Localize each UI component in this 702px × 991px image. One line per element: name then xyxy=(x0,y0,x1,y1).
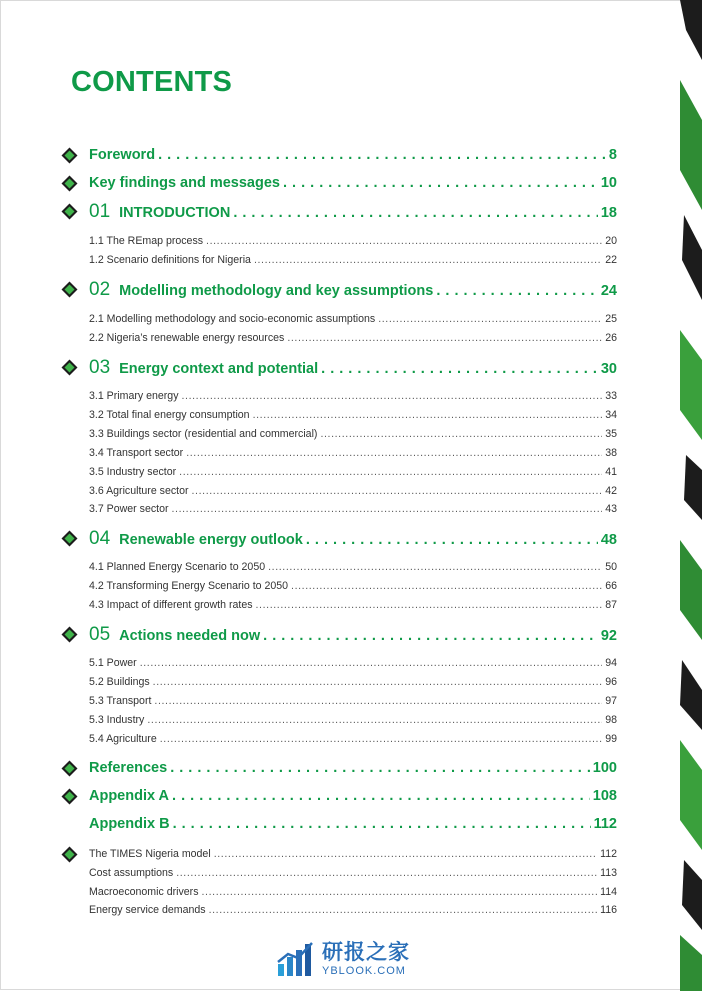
toc-entry[interactable] xyxy=(89,867,617,879)
toc-entry[interactable] xyxy=(89,733,617,745)
chapter-number: 01 xyxy=(89,201,111,222)
toc-entry[interactable] xyxy=(89,485,617,497)
toc-label: Appendix A xyxy=(89,788,170,804)
toc-page: 34 xyxy=(605,409,617,421)
toc-label: 4.3 Impact of different growth rates xyxy=(89,599,253,611)
toc-page: 108 xyxy=(592,788,617,804)
diamond-bullet-icon xyxy=(61,359,78,376)
toc-label: 4.2 Transforming Energy Scenario to 2050 xyxy=(89,580,289,592)
toc-label: 5.3 Transport xyxy=(89,695,152,707)
toc-entry[interactable] xyxy=(89,175,617,191)
toc-entry[interactable] xyxy=(89,390,617,402)
toc-label: Modelling methodology and key assumptions xyxy=(119,283,434,299)
toc-label: Actions needed now xyxy=(119,628,261,644)
toc-label: Energy context and potential xyxy=(119,361,319,377)
diamond-bullet-icon xyxy=(61,281,78,298)
toc-entry[interactable] xyxy=(89,816,617,832)
toc-label: Key findings and messages xyxy=(89,175,280,191)
toc-entry[interactable] xyxy=(89,235,617,247)
toc-label: Macroeconomic drivers xyxy=(89,886,199,898)
toc-page: 43 xyxy=(605,503,617,515)
toc-page: 22 xyxy=(605,254,617,266)
toc-label: The TIMES Nigeria model xyxy=(89,848,211,860)
toc-page: 38 xyxy=(605,447,617,459)
toc-page: 66 xyxy=(605,580,617,592)
toc-entry[interactable] xyxy=(89,599,617,611)
toc-entry[interactable] xyxy=(89,447,617,459)
toc-label: 5.4 Agriculture xyxy=(89,733,157,745)
toc-entry[interactable] xyxy=(89,254,617,266)
toc-entry[interactable] xyxy=(89,201,617,223)
diamond-bullet-icon xyxy=(61,626,78,643)
toc-page: 113 xyxy=(600,867,617,879)
watermark xyxy=(276,940,410,978)
toc-page: 97 xyxy=(605,695,617,707)
toc-page: 114 xyxy=(600,886,617,898)
toc-label: 3.6 Agriculture sector xyxy=(89,485,189,497)
toc-entry[interactable] xyxy=(89,313,617,325)
chapter-number: 02 xyxy=(89,279,111,300)
toc-label: Cost assumptions xyxy=(89,867,174,879)
toc-entry[interactable] xyxy=(89,714,617,726)
toc-page: 33 xyxy=(605,390,617,402)
toc-page: 42 xyxy=(605,485,617,497)
toc-entry[interactable] xyxy=(89,147,617,163)
toc-entry[interactable] xyxy=(89,886,617,898)
toc-entry[interactable] xyxy=(89,528,617,550)
toc-entry[interactable] xyxy=(89,279,617,301)
toc-page: 94 xyxy=(605,657,617,669)
toc-entry[interactable] xyxy=(89,676,617,688)
toc-label: 3.7 Power sector xyxy=(89,503,169,515)
toc-label: 3.4 Transport sector xyxy=(89,447,184,459)
bar-chart-logo-icon xyxy=(276,940,316,978)
toc-entry[interactable] xyxy=(89,788,617,804)
toc-label: 5.1 Power xyxy=(89,657,137,669)
toc-page: 116 xyxy=(600,904,617,916)
toc-label: 3.5 Industry sector xyxy=(89,466,177,478)
toc-entry[interactable] xyxy=(89,357,617,379)
toc-entry[interactable] xyxy=(89,657,617,669)
toc-page: 30 xyxy=(600,361,617,377)
diamond-bullet-icon xyxy=(61,788,78,805)
watermark-cn: 研报之家 xyxy=(322,940,410,964)
toc-page: 100 xyxy=(592,760,617,776)
toc-page: 20 xyxy=(605,235,617,247)
toc-page: 87 xyxy=(605,599,617,611)
toc-label: References xyxy=(89,760,168,776)
toc-entry[interactable] xyxy=(89,466,617,478)
toc-entry[interactable] xyxy=(89,561,617,573)
toc-page: 26 xyxy=(605,332,617,344)
diamond-bullet-icon xyxy=(61,203,78,220)
toc-entry[interactable] xyxy=(89,695,617,707)
chapter-number: 03 xyxy=(89,357,111,378)
diamond-bullet-icon xyxy=(61,175,78,192)
toc-page: 10 xyxy=(600,175,617,191)
toc-entry[interactable] xyxy=(89,409,617,421)
toc-label: 2.1 Modelling methodology and socio-economic assumptions xyxy=(89,313,376,325)
toc-label: Appendix B xyxy=(89,816,170,832)
toc-entry[interactable] xyxy=(89,503,617,515)
watermark-en: YBLOOK.COM xyxy=(322,964,406,977)
toc-page: 18 xyxy=(600,205,617,221)
toc-page: 35 xyxy=(605,428,617,440)
toc-page: 24 xyxy=(600,283,617,299)
toc-entry[interactable] xyxy=(89,848,617,860)
chapter-number: 05 xyxy=(89,624,111,645)
toc-page: 50 xyxy=(605,561,617,573)
toc-label: Energy service demands xyxy=(89,904,206,916)
toc-page: 8 xyxy=(608,147,617,163)
toc-label: 3.2 Total final energy consumption xyxy=(89,409,250,421)
toc-entry[interactable] xyxy=(89,580,617,592)
toc-label: 2.2 Nigeria’s renewable energy resources xyxy=(89,332,285,344)
toc-entry[interactable] xyxy=(89,760,617,776)
toc-page: 92 xyxy=(600,628,617,644)
toc-label: INTRODUCTION xyxy=(119,205,231,221)
toc-label: Renewable energy outlook xyxy=(119,532,303,548)
toc-page: 98 xyxy=(605,714,617,726)
toc-label: 3.1 Primary energy xyxy=(89,390,179,402)
toc-label: 5.2 Buildings xyxy=(89,676,150,688)
diamond-bullet-icon xyxy=(61,760,78,777)
page-title: CONTENTS xyxy=(71,66,233,98)
diamond-bullet-icon xyxy=(61,846,78,863)
toc-entry[interactable] xyxy=(89,904,617,916)
toc-entry[interactable] xyxy=(89,428,617,440)
toc-label: 5.3 Industry xyxy=(89,714,145,726)
toc-page: 112 xyxy=(593,816,617,832)
toc-page: 25 xyxy=(605,313,617,325)
toc-entry[interactable] xyxy=(89,624,617,646)
toc-page: 112 xyxy=(600,848,617,860)
chapter-number: 04 xyxy=(89,528,111,549)
decorative-stripe xyxy=(680,0,702,991)
toc-page: 41 xyxy=(605,466,617,478)
diamond-bullet-icon xyxy=(61,147,78,164)
toc-page: 96 xyxy=(605,676,617,688)
toc-label: 1.2 Scenario definitions for Nigeria xyxy=(89,254,251,266)
toc-label: 4.1 Planned Energy Scenario to 2050 xyxy=(89,561,266,573)
toc-label: Foreword xyxy=(89,147,156,163)
toc-label: 3.3 Buildings sector (residential and commercial) xyxy=(89,428,318,440)
toc-page: 48 xyxy=(600,532,617,548)
toc-label: 1.1 The REmap process xyxy=(89,235,204,247)
diamond-bullet-icon xyxy=(61,530,78,547)
toc-page: 99 xyxy=(605,733,617,745)
toc-entry[interactable] xyxy=(89,332,617,344)
